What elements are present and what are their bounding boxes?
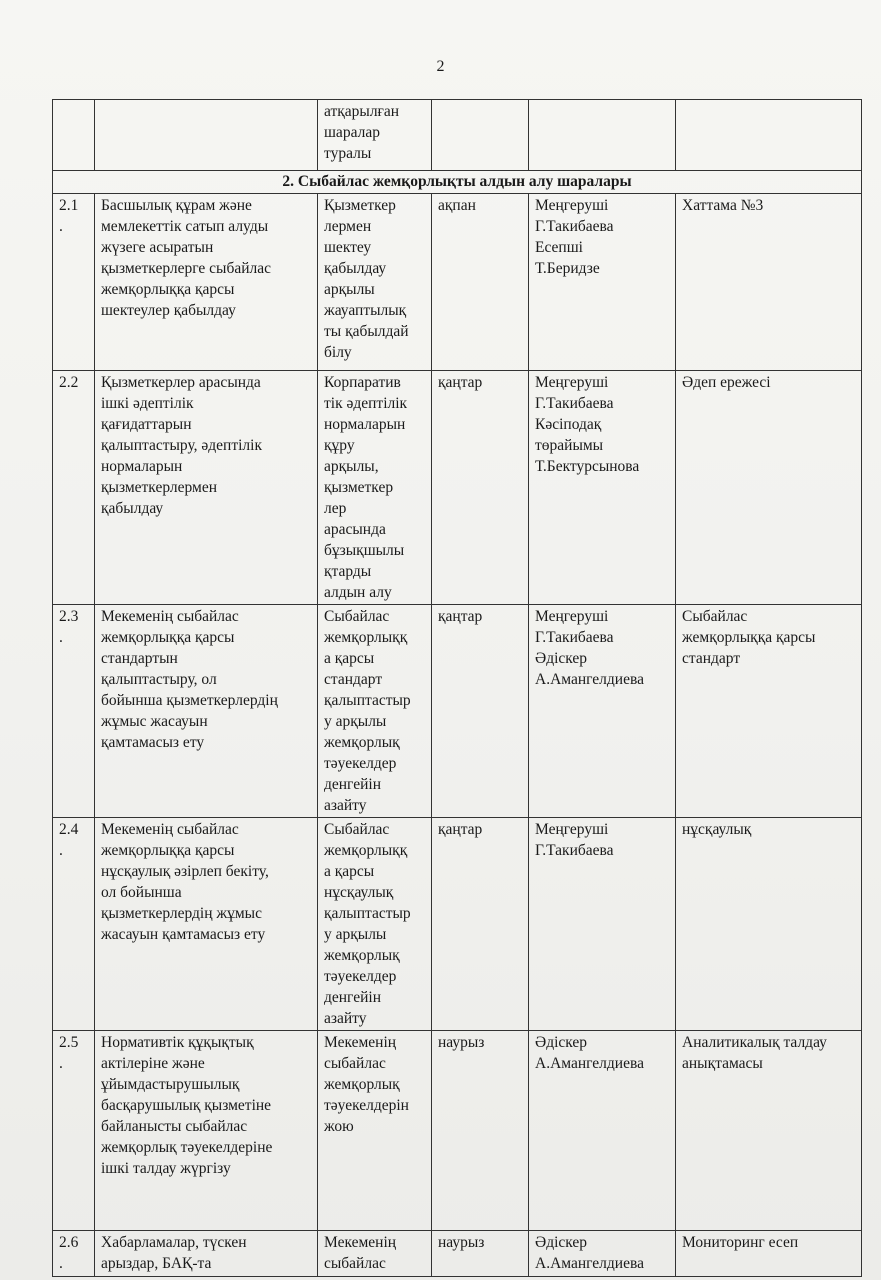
cell-form xyxy=(676,194,862,371)
plan-table xyxy=(52,99,862,1277)
cell-line: А.Амангелдиева xyxy=(535,1055,644,1072)
cell-line: жемқорлық xyxy=(324,947,400,964)
cell-form xyxy=(676,371,862,605)
cell-result xyxy=(318,1031,432,1231)
cell-line: жемқорлық xyxy=(324,734,400,751)
cell-line: Меңгеруші xyxy=(535,821,609,838)
cell-measure xyxy=(95,605,318,818)
table-row xyxy=(53,1231,862,1277)
cell-line: жемқорлыққа қарсы xyxy=(101,281,235,298)
cell-line: Сыбайлас xyxy=(682,608,748,625)
cell-line: жемқорлық тәуекелдеріне xyxy=(101,1139,273,1156)
cell-line: Г.Такибаева xyxy=(535,842,614,859)
cell-line: қтарды xyxy=(324,563,372,580)
cell-line: атқарылған xyxy=(324,103,400,120)
cell-line: А.Амангелдиева xyxy=(535,671,644,688)
cell-line: Аналитикалық талдау xyxy=(682,1034,827,1051)
cell-line: 2.6 xyxy=(59,1234,79,1251)
cell-line: нормаларын xyxy=(101,458,183,475)
cell-line: А.Амангелдиева xyxy=(535,1255,644,1272)
cell-num xyxy=(53,100,95,171)
cell-line: а қарсы xyxy=(324,863,375,880)
cell-line: Хабарламалар, түскен xyxy=(101,1234,247,1251)
cell-line: Корпаратив xyxy=(324,374,401,391)
cell-line: стандарт xyxy=(682,650,741,667)
cell-line: қалыптастыр xyxy=(324,692,411,709)
cell-line: жұмыс жасауын xyxy=(101,713,208,730)
cell-line: а қарсы xyxy=(324,650,375,667)
cell-line: Меңгеруші xyxy=(535,374,609,391)
cell-line: 2.1 xyxy=(59,197,79,214)
section-title: 2. Сыбайлас жемқорлықты алдын алу шаралары xyxy=(53,171,862,194)
cell-line: байланысты сыбайлас xyxy=(101,1118,248,1135)
cell-line: Сыбайлас xyxy=(324,821,390,838)
cell-line: нұсқаулық әзірлеп бекіту, xyxy=(101,863,269,880)
cell-line: у арқылы xyxy=(324,926,387,943)
cell-line: денгейін xyxy=(324,776,381,793)
cell-form xyxy=(676,1031,862,1231)
cell-line: нормаларын xyxy=(324,416,406,433)
cell-line: ұйымдастырушылық xyxy=(101,1076,240,1093)
cell-line: Әдіскер xyxy=(535,650,588,667)
cell-line: жемқорлық xyxy=(324,1076,400,1093)
cell-line: 2.5 xyxy=(59,1034,79,1051)
cell-line: мемлекеттік сатып алуды xyxy=(101,218,269,235)
cell-line: Г.Такибаева xyxy=(535,629,614,646)
cell-line: қабылдау xyxy=(101,500,164,517)
cell-line: у арқылы xyxy=(324,713,387,730)
cell-line: жемқорлыққа қарсы xyxy=(101,842,235,859)
cell-line: тік әдептілік xyxy=(324,395,408,412)
cell-measure xyxy=(95,1231,318,1277)
cell-line: сыбайлас xyxy=(324,1055,386,1072)
cell-measure xyxy=(95,194,318,371)
cell-line: Әдіскер xyxy=(535,1034,588,1051)
cell-line: нұсқаулық xyxy=(324,884,394,901)
cell-result xyxy=(318,100,432,171)
cell-line: лермен xyxy=(324,218,372,235)
table-row xyxy=(53,194,862,371)
cell-line: қалыптастыр xyxy=(324,905,411,922)
cell-line: Қызметкер xyxy=(324,197,396,214)
cell-deadline: наурыз xyxy=(432,1031,529,1231)
cell-line: Сыбайлас xyxy=(324,608,390,625)
table-row xyxy=(53,371,862,605)
cell-responsible xyxy=(529,1231,676,1277)
cell-line: стандарт xyxy=(324,671,383,688)
cell-line: Нормативтік құқықтық xyxy=(101,1034,254,1051)
cell-line: Әдеп ережесі xyxy=(682,374,771,391)
table-row xyxy=(53,605,862,818)
cell-line: жемқорлыққа қарсы xyxy=(682,629,816,646)
cell-line: бойынша қызметкерлердің xyxy=(101,692,278,709)
cell-measure xyxy=(95,818,318,1031)
cell-responsible xyxy=(529,605,676,818)
cell-line: арасында xyxy=(324,521,386,538)
cell-line: алдын алу xyxy=(324,584,392,601)
cell-line: . xyxy=(59,1255,63,1272)
cell-line: Г.Такибаева xyxy=(535,395,614,412)
cell-responsible xyxy=(529,818,676,1031)
cell-line: анықтамасы xyxy=(682,1055,763,1072)
cell-line: Қызметкерлер арасында xyxy=(101,374,261,391)
cell-form xyxy=(676,100,862,171)
cell-line: басқарушылық қызметіне xyxy=(101,1097,272,1114)
cell-responsible xyxy=(529,371,676,605)
cell-line: сыбайлас xyxy=(324,1255,386,1272)
cell-line: ол бойынша xyxy=(101,884,182,901)
table-row xyxy=(53,1031,862,1231)
cell-deadline: ақпан xyxy=(432,194,529,371)
cell-line: жемқорлыққа қарсы xyxy=(101,629,235,646)
cell-line: қызметкер xyxy=(324,479,394,496)
cell-result xyxy=(318,818,432,1031)
cell-line: Мекеменің xyxy=(324,1034,397,1051)
cell-line: азайту xyxy=(324,1010,367,1027)
cell-deadline: наурыз xyxy=(432,1231,529,1277)
table-row-continuation xyxy=(53,100,862,171)
cell-deadline xyxy=(432,100,529,171)
cell-deadline: қаңтар xyxy=(432,605,529,818)
cell-form xyxy=(676,605,862,818)
cell-line: жүзеге асыратын xyxy=(101,239,214,256)
cell-result xyxy=(318,371,432,605)
cell-line: қызметкерлерге сыбайлас xyxy=(101,260,272,277)
cell-line: ты қабылдай xyxy=(324,323,409,340)
cell-form xyxy=(676,1231,862,1277)
cell-line: Мониторинг есеп xyxy=(682,1234,799,1251)
cell-line: құру xyxy=(324,437,355,454)
cell-line: Мекеменің сыбайлас xyxy=(101,608,239,625)
cell-line: шектеулер қабылдау xyxy=(101,302,236,319)
cell-num xyxy=(53,1231,95,1277)
cell-measure xyxy=(95,1031,318,1231)
cell-line: арқылы xyxy=(324,281,375,298)
table-section-row xyxy=(53,171,862,194)
cell-line: қамтамасыз ету xyxy=(101,734,205,751)
cell-line: тәуекелдер xyxy=(324,968,397,985)
cell-line: жемқорлыққ xyxy=(324,842,408,859)
cell-line: тәуекелдерін xyxy=(324,1097,409,1114)
cell-line: Кәсіподақ xyxy=(535,416,602,433)
cell-line: . xyxy=(59,218,63,235)
cell-line: білу xyxy=(324,344,352,361)
cell-line: лер xyxy=(324,500,347,517)
cell-line: қағидаттарын xyxy=(101,416,192,433)
table-row xyxy=(53,818,862,1031)
cell-form xyxy=(676,818,862,1031)
cell-measure xyxy=(95,371,318,605)
cell-line: жою xyxy=(324,1118,354,1135)
cell-line: Меңгеруші xyxy=(535,197,609,214)
cell-line: Т.Бектурсынова xyxy=(535,458,640,475)
cell-line: . xyxy=(59,842,63,859)
cell-line: 2.2 xyxy=(59,374,79,391)
cell-line: Мекеменің сыбайлас xyxy=(101,821,239,838)
cell-measure xyxy=(95,100,318,171)
cell-line: бұзықшылы xyxy=(324,542,405,559)
cell-responsible xyxy=(529,100,676,171)
cell-line: қалыптастыру, әдептілік xyxy=(101,437,262,454)
cell-line: денгейін xyxy=(324,989,381,1006)
cell-line: шаралар xyxy=(324,124,380,141)
cell-responsible xyxy=(529,194,676,371)
cell-line: қызметкерлермен xyxy=(101,479,217,496)
cell-line: шектеу xyxy=(324,239,372,256)
cell-line: ішкі талдау жүргізу xyxy=(101,1160,231,1177)
cell-line: . xyxy=(59,629,63,646)
cell-line: төрайымы xyxy=(535,437,604,454)
cell-deadline: қаңтар xyxy=(432,371,529,605)
cell-line: қызметкерлердің жұмыс xyxy=(101,905,262,922)
cell-line: стандартын xyxy=(101,650,178,667)
cell-line: Г.Такибаева xyxy=(535,218,614,235)
cell-result xyxy=(318,194,432,371)
cell-line: 2.3 xyxy=(59,608,79,625)
cell-line: азайту xyxy=(324,797,367,814)
cell-line: Мекеменің xyxy=(324,1234,397,1251)
cell-line: Басшылық құрам және xyxy=(101,197,252,214)
cell-responsible xyxy=(529,1031,676,1231)
cell-line: арыздар, БАҚ-та xyxy=(101,1255,212,1272)
cell-line: Есепші xyxy=(535,239,583,256)
cell-num xyxy=(53,194,95,371)
cell-line: жауаптылық xyxy=(324,302,407,319)
cell-line: қабылдау xyxy=(324,260,387,277)
cell-line: 2.4 xyxy=(59,821,79,838)
cell-num xyxy=(53,371,95,605)
cell-line: тәуекелдер xyxy=(324,755,397,772)
cell-deadline: қаңтар xyxy=(432,818,529,1031)
cell-line: нұсқаулық xyxy=(682,821,752,838)
cell-line: Әдіскер xyxy=(535,1234,588,1251)
cell-result xyxy=(318,1231,432,1277)
cell-line: актілеріне және xyxy=(101,1055,205,1072)
cell-num xyxy=(53,818,95,1031)
cell-line: туралы xyxy=(324,145,372,162)
cell-result xyxy=(318,605,432,818)
cell-line: Меңгеруші xyxy=(535,608,609,625)
cell-line: жасауын қамтамасыз ету xyxy=(101,926,266,943)
cell-line: . xyxy=(59,1055,63,1072)
cell-line: ішкі әдептілік xyxy=(101,395,194,412)
cell-line: Т.Беридзе xyxy=(535,260,600,277)
cell-line: Хаттама №3 xyxy=(682,197,764,214)
cell-line: арқылы, xyxy=(324,458,379,475)
cell-line: қалыптастыру, ол xyxy=(101,671,217,688)
cell-num xyxy=(53,1031,95,1231)
cell-line: жемқорлыққ xyxy=(324,629,408,646)
page-number: 2 xyxy=(436,58,445,75)
cell-num xyxy=(53,605,95,818)
